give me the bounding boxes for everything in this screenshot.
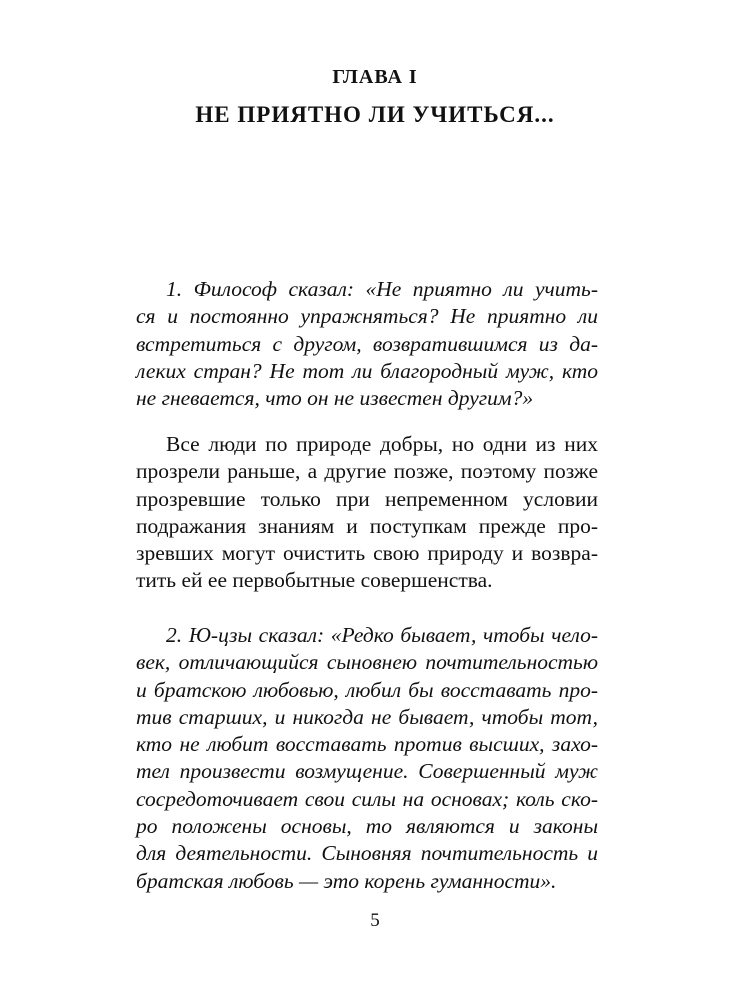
text-line: 2. Ю-цзы сказал: «Редко бывает, чтобы чело- — [166, 623, 598, 647]
text-line: зревших могут очистить свою природу и возвра- — [136, 541, 598, 566]
text-line: и братскою любовью, любил бы восставать про- — [136, 677, 598, 702]
text-line: братская любовь — это корень гуманности». — [136, 868, 557, 893]
text-line: подражания знаниям и поступкам прежде про- — [136, 513, 598, 538]
text-line: ся и постоянно упражняться? Не приятно ли — [136, 304, 598, 329]
text-line: тить ей ее первобытные совершенства. — [136, 568, 493, 593]
text-line: для деятельности. Сыновняя почтительность и — [136, 841, 598, 866]
text-line: век, отличающийся сыновнею почтительностью — [136, 650, 598, 675]
text-line: Все люди по природе добры, но одни из них — [166, 432, 598, 456]
chapter-label: ГЛАВА I — [332, 66, 418, 88]
paragraph-2-quote — [136, 622, 598, 895]
text-line: не гневается, что он не известен другим?» — [136, 386, 534, 411]
text-line: прозрели раньше, а другие позже, поэтому позже — [136, 459, 598, 484]
paragraph-commentary — [136, 431, 598, 595]
text-line: встретиться с другом, возвратившимся из да- — [136, 331, 598, 356]
page-number: 5 — [370, 910, 380, 931]
text-line: леких стран? Не тот ли благородный муж, кто — [136, 358, 598, 383]
text-line: ро положены основы, то являются и законы — [136, 814, 598, 839]
text-line: тел произвести возмущение. Совершенный муж — [136, 759, 598, 784]
text-line: кто не любит восставать против высших, захо- — [136, 732, 598, 757]
text-line: тив старших, и никогда не бывает, чтобы тот, — [136, 704, 598, 729]
paragraph-1-quote — [136, 276, 598, 412]
text-line: прозревшие только при непременном условии — [136, 486, 598, 511]
text-line: сосредоточивает свои силы на основах; коль ско- — [136, 786, 598, 811]
chapter-title: НЕ ПРИЯТНО ЛИ УЧИТЬСЯ... — [195, 102, 555, 127]
text-line: 1. Философ сказал: «Не приятно ли учить- — [166, 277, 598, 301]
